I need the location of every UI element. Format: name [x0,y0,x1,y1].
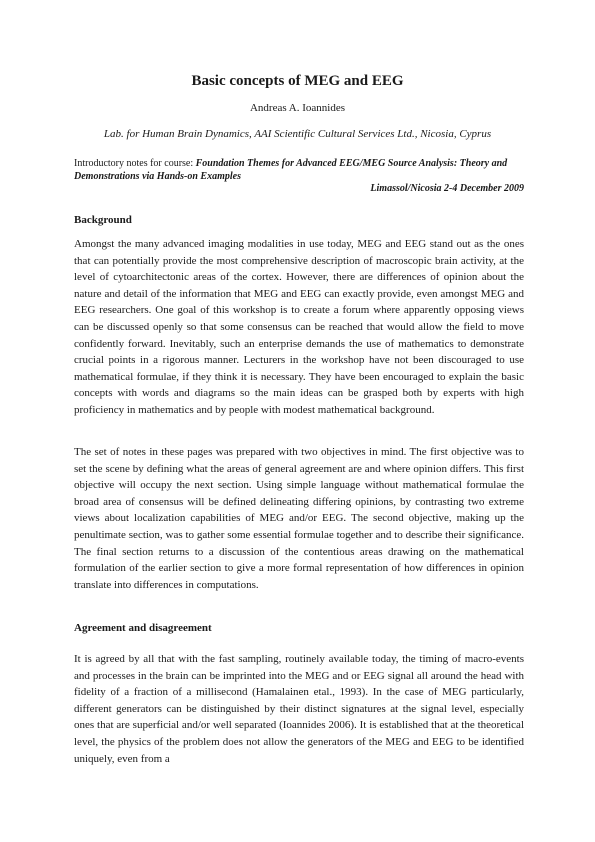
agreement-paragraph-1: It is agreed by all that with the fast sampling, routinely available today, the timing of macro-events and processes in the brain can be imprinted into the MEG and or EEG signal all around the head with fidelity of a fraction of a millisecond (Hamalainen etal., 1993). In the case of MEG particularly, different generators can be distinguished by their distinct signatures at the signal level, especially ones that are superficial and/or well separated (Ioannides 2006). It is established that at the theoretical level, the physics of the problem does not allow the generators of the MEG and EEG to be identified uniquely, even from a [74,653,524,765]
dateline: Limassol/Nicosia 2-4 December 2009 [370,183,524,194]
author-name: Andreas A. Ioannides [249,102,345,114]
paper-title: Basic concepts of MEG and EEG [191,73,404,89]
author-affiliation: Lab. for Human Brain Dynamics, AAI Scientific Cultural Services Ltd., Nicosia, Cyprus [103,128,492,140]
background-paragraph-2: The set of notes in these pages was prepared with two objectives in mind. The first objective was to set the scene by defining what the areas of general agreement are and where opinion differs. This first objective will occupy the next section. Using simple language without mathematical formulae the broad area of consensus will be defined delineating differing opinions, by contrasting two extreme views about localization capabilities of MEG and/or EEG. The second objective, making up the penultimate section, was to gather some essential formulae together and to describe their significance. The final section returns to a discussion of the contentious areas drawing on the mathematical formulation of the earlier section to give a more formal representation of how differences in opinion translate into differences in computations. [74,446,524,591]
course-title: Foundation Themes for Advanced EEG/MEG Source Analysis: Theory and Demonstrations via Hands-on Examples [74,158,508,182]
section-heading-background: Background [74,214,132,226]
notes-prefix: Introductory notes for course: [74,158,196,169]
section-heading-agreement: Agreement and disagreement [74,622,212,634]
course-notes [74,158,524,196]
background-paragraph-1: Amongst the many advanced imaging modalities in use today, MEG and EEG stand out as the ones that can potentially provide the most comprehensive description of macroscopic brain activity, at the level of cytoarchitectonic areas of the cortex. However, there are differences of opinion about the nature and detail of the information that MEG and EEG can exactly provide, even amongst MEG and EEG researchers. One goal of this workshop is to create a forum where apparently opposing views can be discussed openly so that some consensus can be reached that would allow the field to move confidently forward. Inevitably, such an enterprise demands the use of mathematics to demonstrate crucial points in a rigorous manner. Lecturers in the workshop have not been discouraged to use mathematical formulae, if they think it is necessary. They have been encouraged to explain the basic concepts with words and diagrams so the main ideas can be grasped both by experts with high proficiency in mathematics and by people with modest mathematical background. [74,238,524,416]
